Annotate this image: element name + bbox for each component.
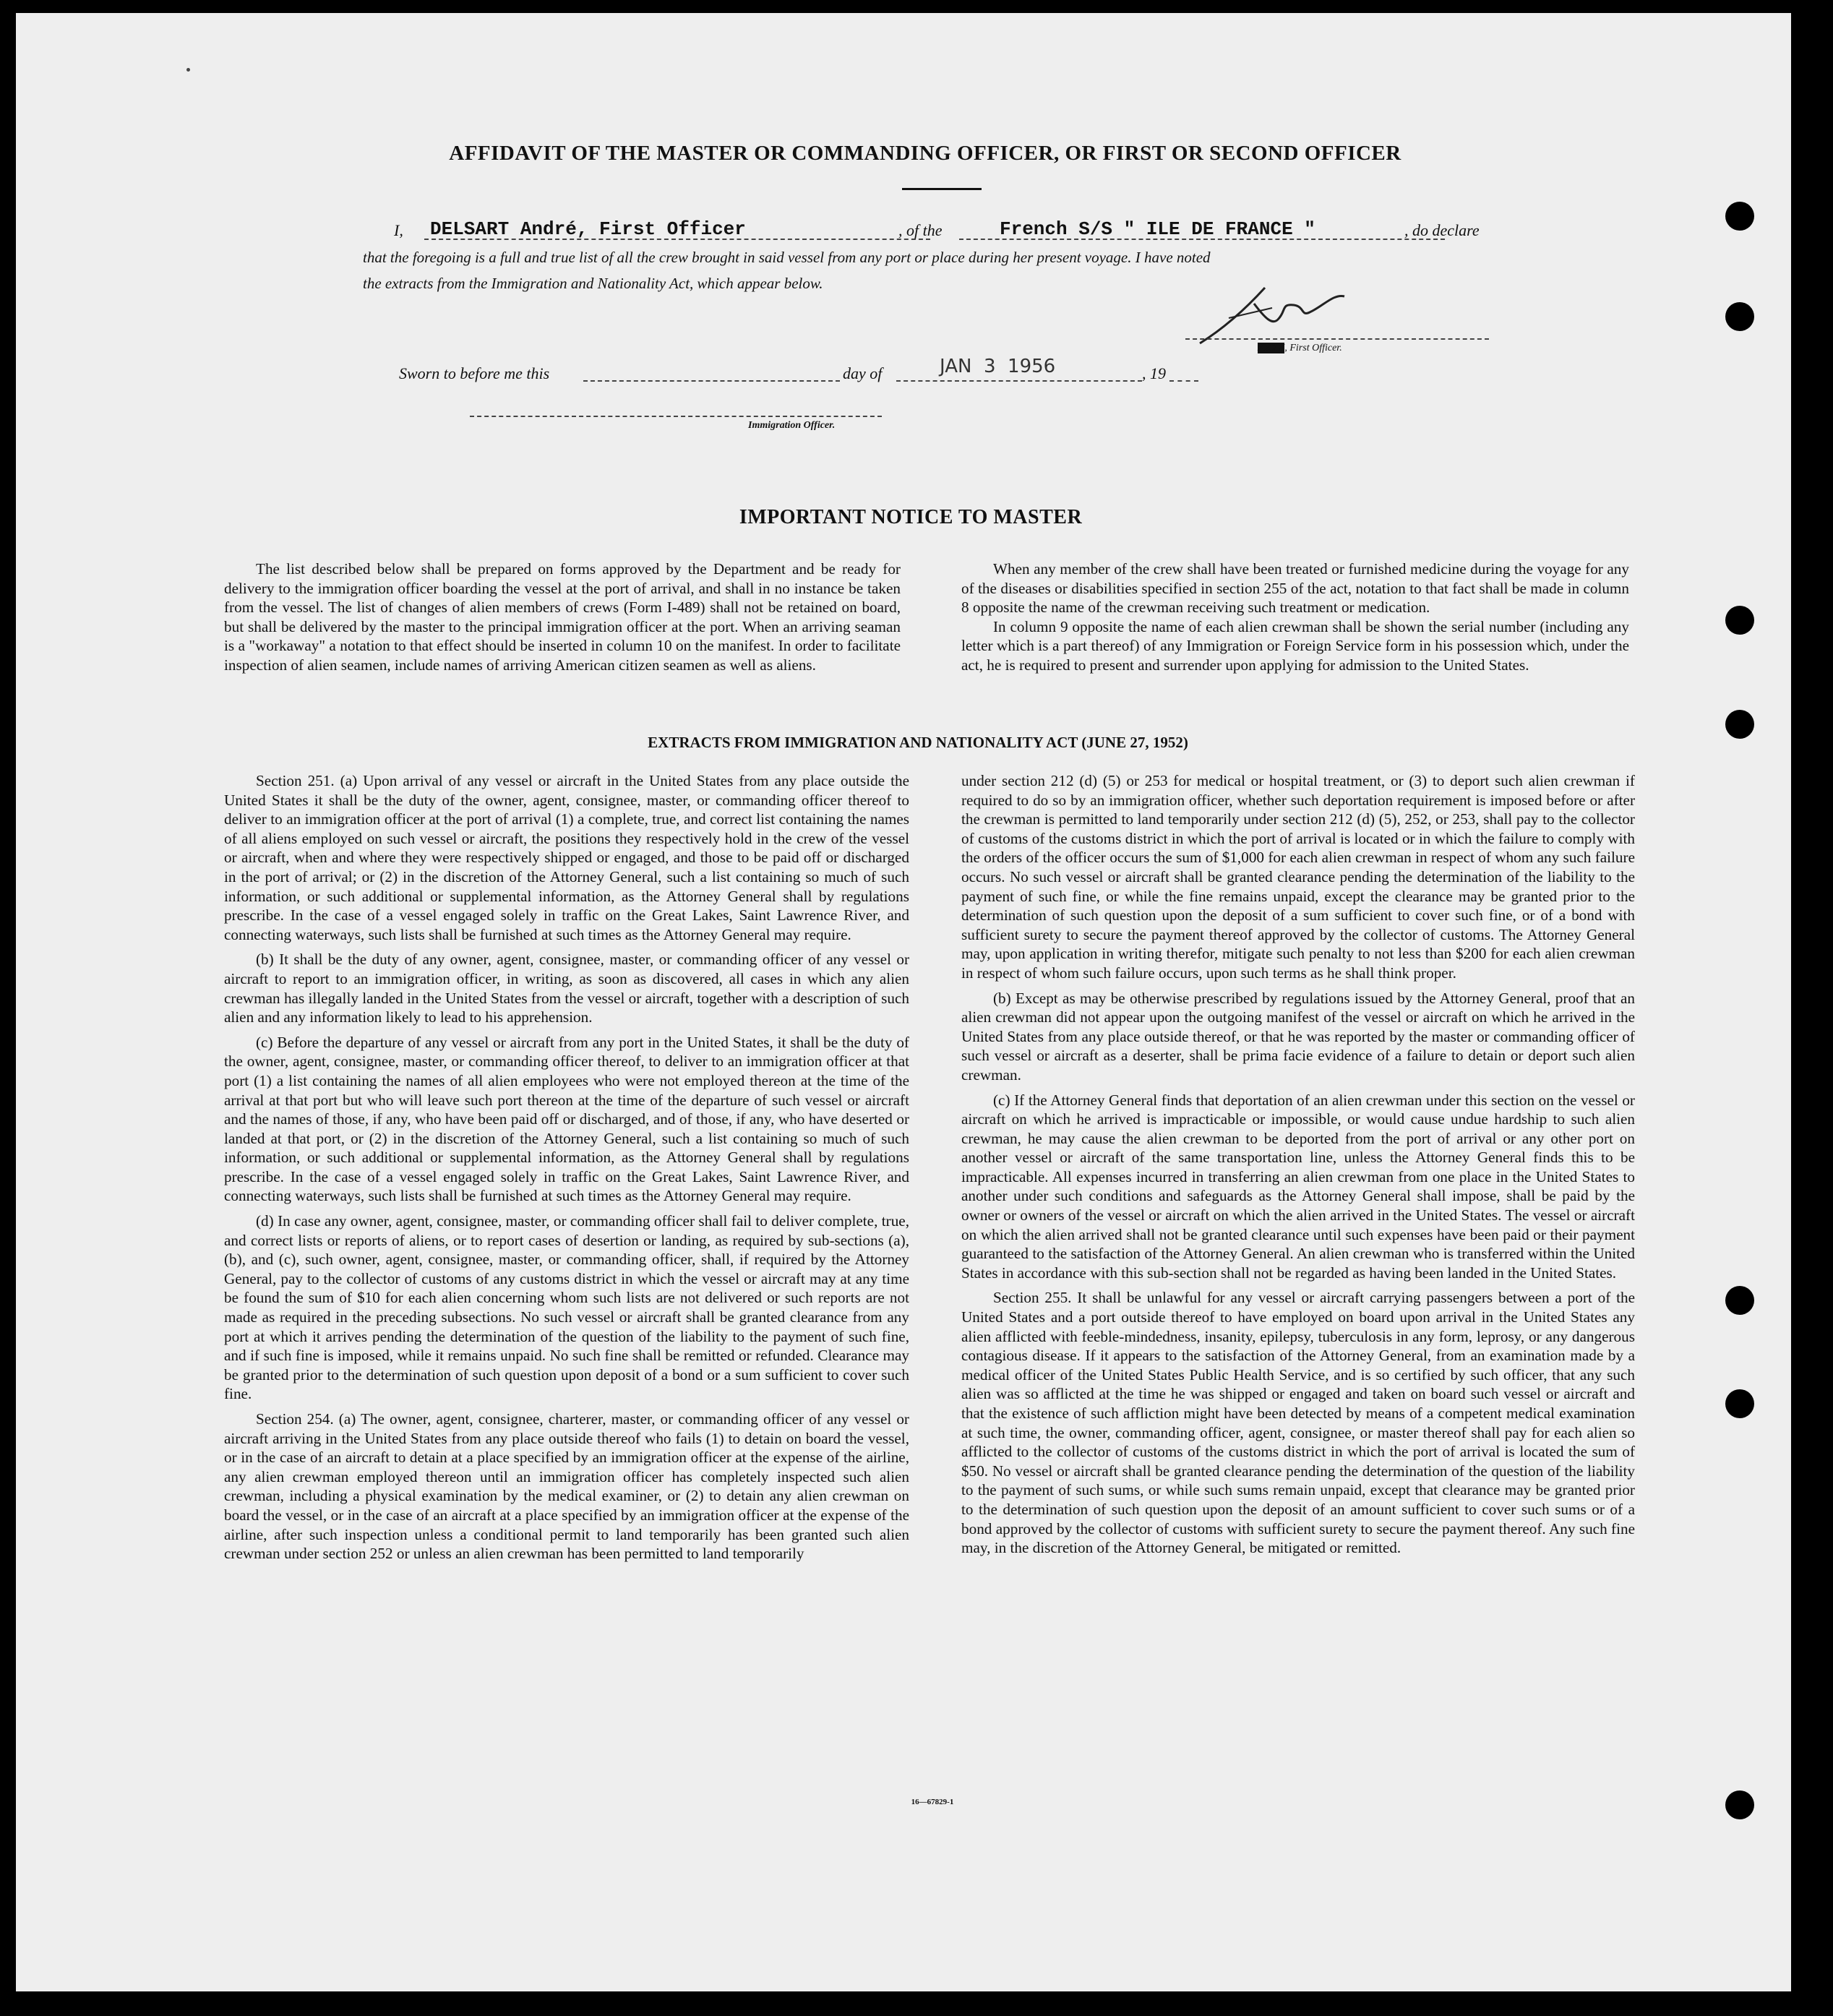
section-251-a: Section 251. (a) Upon arrival of any vessel or aircraft in the United States from any place outside the United States it shall be the duty of the owner, agent, consignee, master, or commanding officer thereof to deliver to an immigration officer at the port of arrival (1) a complete, true, and correct list containing the names of all aliens employed on such vessel or aircraft, the positions they respectively hold in the crew of the vessel or aircraft, when and where they were respectively shipped or engaged, and those to be paid off or discharged in the port of arrival; or (2) in the discretion of the Attorney General, such a list containing so much of such information, or such additional or supplemental information, as the Attorney General shall by regulations prescribe. In the case of a vessel engaged solely in traffic on the Great Lakes, Saint Lawrence River, and connecting waterways, such lists shall be furnished at such times as the Attorney General may require. [224, 772, 909, 943]
struck-master: XXXX [1258, 343, 1285, 353]
sworn-date-underline [896, 380, 1142, 382]
sworn-line [399, 356, 1209, 385]
declaration-do-declare: , do declare [1404, 221, 1480, 239]
officer-name: DELSART André, First Officer [430, 218, 746, 240]
sworn-day-underline [583, 380, 840, 382]
sworn-year-underline [1169, 380, 1198, 382]
notice-left-paragraph: The list described below shall be prepared on forms approved by the Department and be ready for delivery to the immigration officer boarding the vessel at the port of arrival, and shall in no instance be taken from the vessel. The list of changes of alien members of crews (Form I-489) shall not be retained on board, but shall be delivered by the master to the principal immigration officer at the port. When an arriving seaman is a "workaway" a notation to that effect should be inserted in column 10 on the manifest. In order to facilitate inspection of alien seamen, include names of arriving American citizen seamen as well as aliens. [224, 560, 901, 674]
section-251-c: (c) Before the departure of any vessel or aircraft from any port in the United States, it shall be the duty of the owner, agent, consignee, master, or commanding officer thereof, to deliver to an immigration officer at that port (1) a list containing the names of all alien employees who were not employed thereon at the time of the arrival at that port but who will leave such port thereon at the time of the departure of such vessel or aircraft and the names of those, if any, who have been paid off or discharged, and of those, if any, who have deserted or landed at that port, or (2) in the discretion of the Attorney General, such a list containing so much of such information, or such additional or supplemental information, as the Attorney General shall by regulations prescribe. In the case of a vessel engaged solely in traffic on the Great Lakes, Saint Lawrence River, and connecting waterways, such lists shall be furnished at such times as the Attorney General may require. [224, 1033, 909, 1205]
binder-hole [1725, 302, 1754, 331]
immigration-officer-caption: Immigration Officer. [748, 420, 836, 431]
signature-line [1185, 338, 1489, 340]
binder-hole [1725, 606, 1754, 635]
paper-speck [186, 68, 190, 72]
immigration-officer-line [470, 416, 882, 417]
extracts-title: EXTRACTS FROM IMMIGRATION AND NATIONALITY ACT (JUNE 27, 1952) [648, 734, 1188, 751]
signature-caption [1258, 343, 1342, 354]
date-stamp: JAN 3 1956 [940, 356, 1056, 377]
section-254-c: (c) If the Attorney General finds that deportation of an alien crewman under this section on the vessel or aircraft on which he arrived is impracticable or impossible, or would cause undue hardship to such alien crewman, he may cause the alien crewman to be deported from the port of arrival or any other port on another vessel or aircraft of the same transportation line, unless the Attorney General finds this to be impracticable. All expenses incurred in transferring an alien crewman from one place in the United States to another under such conditions and safeguards as the Attorney General shall impose, shall be paid by the owner or owners of the vessel or aircraft on which the alien arrived in the United States. The vessel or aircraft on which the alien arrived shall not be granted clearance until such expenses have been paid or their payment guaranteed to the satisfaction of the Attorney General. An alien crewman who is transferred within the United States in accordance with this sub-section shall not be regarded as having been landed in the United States. [961, 1091, 1635, 1282]
notice-right-paragraph-1: When any member of the crew shall have been treated or furnished medicine during the voyage for any of the diseases or disabilities specified in section 255 of the act, notation to that fact shall be made in column 8 opposite the name of the crewman receiving such treatment or medication. [961, 560, 1629, 617]
notice-left [224, 559, 901, 681]
section-254-a: Section 254. (a) The owner, agent, consignee, charterer, master, or commanding officer of any vessel or aircraft arriving in the United States from any place outside thereof who fails (1) to detain on board the vessel, or in the case of an aircraft to detain at a place specified by an immigration officer at the expense of the airline, any alien crewman employed thereon until an immigration officer has completely inspected such alien crewman, including a physical examination by the medical examiner, or (2) to detain any alien crewman on board the vessel, or in the case of an aircraft at a place specified by an immigration officer at the expense of the airline, after such inspection unless a conditional permit to land temporarily has been granted such alien crewman under section 252 or unless an alien crewman has been permitted to land temporarily [224, 1410, 909, 1563]
binder-hole [1725, 1389, 1754, 1418]
sworn-day-of: day of [843, 364, 883, 382]
officer-caption: , First Officer. [1284, 343, 1342, 353]
binder-hole [1725, 202, 1754, 231]
right-column [961, 771, 1635, 1564]
sworn-year: , 19 [1142, 364, 1166, 382]
section-254-b: (b) Except as may be otherwise prescribed by regulations issued by the Attorney General, proof that an alien crewman did not appear upon the outgoing manifest of the vessel or aircraft on which he arrived in the United States from any place outside thereof, or that he was reported by the master or commanding officer of such vessel or aircraft as a deserter, shall be prima facie evidence of a failure to detain or deport such alien crewman. [961, 989, 1635, 1084]
affidavit-title: AFFIDAVIT OF THE MASTER OR COMMANDING OFFICER, OR FIRST OR SECOND OFFICER [449, 142, 1401, 165]
section-254-a-cont: under section 212 (d) (5) or 253 for medical or hospital treatment, or (3) to deport such alien crewman if required to do so by an immigration officer, whether such deportation requirement is imposed before or after the crewman is permitted to land temporarily under section 212 (d) (5), 252, or 253, shall pay to the collector of customs of the customs district in which the port of arrival is located or in which the failure to comply with the orders of the officer occurs the sum of $1,000 for each alien crewman in respect of whom any such failure occurs. No such vessel or aircraft shall be granted clearance pending the determination of the liability to the payment of such fine, or while the fine remains unpaid, except the clearance may be granted prior to the determination of such question upon the deposit of a sum sufficient to cover such fine, or of a bond with sufficient surety to secure the payment thereof approved by the collector of customs. The Attorney General may, upon application in writing therefor, mitigate such penalty to not less than $200 for each alien crewman in respect of whom such failure occurs, upon such terms as he shall think proper. [961, 772, 1635, 982]
declaration-line-2: that the foregoing is a full and true list of all the crew brought in said vessel from any port or place during her present voyage. I have noted [363, 249, 1211, 266]
notice-right-paragraph-2: In column 9 opposite the name of each alien crewman shall be shown the serial number (including any letter which is a part thereof) of any Immigration or Foreign Service form in his possession which, under the act, he is required to present and surrender upon applying for admission to the United States. [961, 617, 1629, 674]
binder-hole [1725, 710, 1754, 739]
declaration-of-the: , of the [898, 221, 943, 239]
section-251-b: (b) It shall be the duty of any owner, agent, consignee, master, or commanding officer of any vessel or aircraft to report to an immigration officer, in writing, as soon as discovered, all cases in which any alien crewman has illegally landed in the United States from the vessel or aircraft, together with a description of such alien and any information likely to lead to his apprehension. [224, 951, 909, 1026]
section-251-d: (d) In case any owner, agent, consignee, master, or commanding officer shall fail to deliver complete, true, and correct lists or reports of aliens, or to report cases of desertion or landing, as required by sub-sections (a), (b), and (c), such owner, agent, consignee, master, or commanding officer, shall, if required by the Attorney General, pay to the collector of customs of any customs district in which the vessel or aircraft may at any time be found the sum of $10 for each alien concerning whom such lists are not delivered or such reports are not made as required in the preceding subsections. No such vessel or aircraft shall be granted clearance from any port at which it arrives pending the determination of the question of the liability to the payment of such fine, and if such fine is imposed, while it remains unpaid. No such fine shall be remitted or refunded. Clearance may be granted prior to the determination of such question upon deposit of a bond or a sum sufficient to cover such fine. [224, 1212, 909, 1403]
declaration-i: I, [394, 221, 403, 239]
left-column [224, 771, 909, 1569]
binder-hole [1725, 1790, 1754, 1819]
title-rule [902, 188, 982, 190]
vessel-name: French S/S " ILE DE FRANCE " [1000, 218, 1315, 240]
form-number: 16—67829-1 [911, 1798, 954, 1806]
notice-title: IMPORTANT NOTICE TO MASTER [739, 506, 1083, 528]
sworn-prefix: Sworn to before me this [399, 364, 550, 382]
notice-right [961, 559, 1629, 681]
declaration-line [394, 218, 1493, 244]
binder-hole [1725, 1286, 1754, 1315]
declaration-line-3: the extracts from the Immigration and Nationality Act, which appear below. [363, 275, 823, 292]
section-255: Section 255. It shall be unlawful for any vessel or aircraft carrying passengers between a port of the United States and a port outside thereof to have employed on board upon arrival in the United States any alien afflicted with feeble-mindedness, insanity, epilepsy, tuberculosis in any form, leprosy, or any dangerous contagious disease. If it appears to the satisfaction of the Attorney General, from an examination made by a medical officer of the United States Public Health Service, and is so certified by such officer, that any such alien was so afflicted at the time he was shipped or engaged and taken on board such vessel or aircraft and that the existence of such affliction might have been detected by means of a competent medical examination at such time, the owner, commanding officer, agent, consignee, or master thereof shall pay for each alien so afflicted to the collector of customs of the customs district in which the port of arrival is located the sum of $50. No vessel or aircraft shall be granted clearance pending the determination of the question of the liability to the payment of such sums, or while such sums remain unpaid, except that clearance may be granted prior to the determination of such question upon the deposit of an amount sufficient to cover such sums or of a bond approved by the collector of customs with sufficient surety to secure the payment thereof. Any such fine may, in the discretion of the Attorney General, be mitigated or remitted. [961, 1289, 1635, 1557]
